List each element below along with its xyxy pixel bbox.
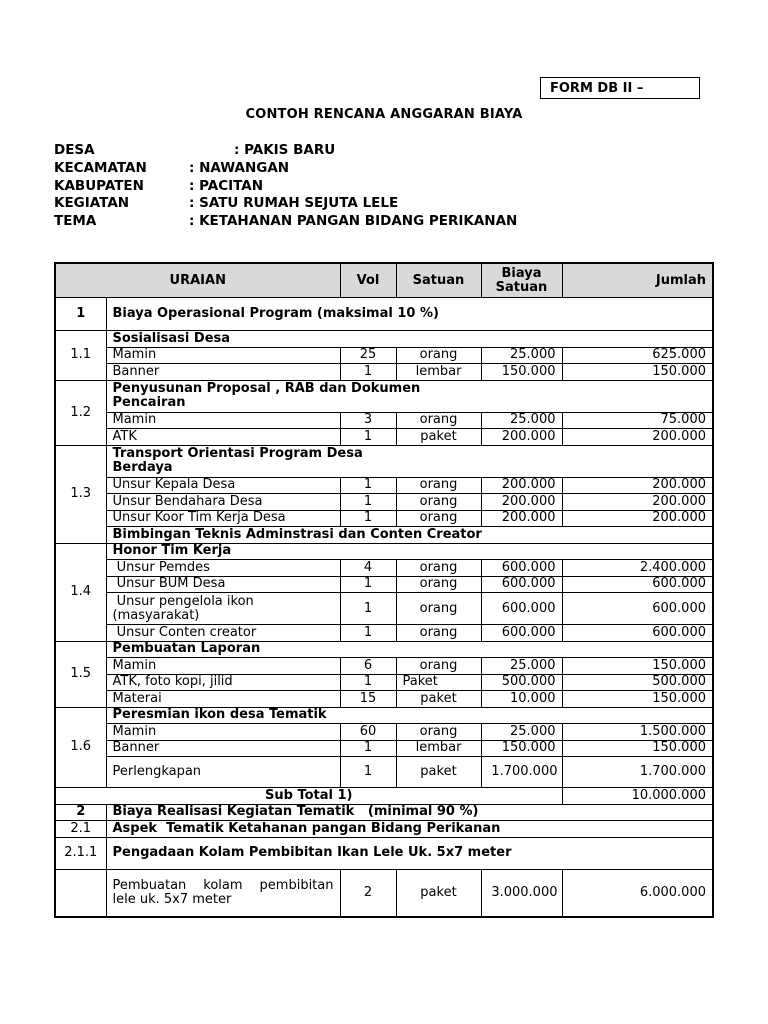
- cell-vol: 15: [340, 691, 396, 708]
- cell-vol: 1: [340, 593, 396, 625]
- subsection-row: [55, 837, 713, 869]
- cell-uraian: Mamin: [106, 412, 340, 429]
- cell-satuan: paket: [396, 869, 481, 917]
- cell-satuan: orang: [396, 412, 481, 429]
- group-title-row: [55, 445, 713, 477]
- group-title: Pembuatan Laporan: [106, 641, 713, 658]
- cell-satuan: orang: [396, 560, 481, 577]
- subsection-title: Pengadaan Kolam Pembibitan Ikan Lele Uk. 5x7 meter: [106, 837, 713, 869]
- section-number: 1: [55, 298, 106, 331]
- cell-biaya: 25.000: [481, 724, 562, 741]
- cell-jumlah: 200.000: [562, 494, 713, 511]
- cell-vol: 1: [340, 740, 396, 757]
- header-vol: Vol: [340, 263, 396, 298]
- cell-vol: 1: [340, 477, 396, 494]
- cell-vol: 1: [340, 429, 396, 446]
- cell-jumlah: 2.400.000: [562, 560, 713, 577]
- cell-vol: 4: [340, 560, 396, 577]
- cell-uraian: Mamin: [106, 658, 340, 675]
- group-number: 1.5: [55, 641, 106, 707]
- cell-vol: 1: [340, 576, 396, 593]
- cell-jumlah: 150.000: [562, 364, 713, 381]
- subsection-title: Aspek Tematik Ketahanan pangan Bidang Perikanan: [106, 821, 713, 838]
- cell-uraian: Unsur Bendahara Desa: [106, 494, 340, 511]
- table-row: [55, 740, 713, 757]
- cell-uraian: Unsur Pemdes: [106, 560, 340, 577]
- cell-jumlah: 150.000: [562, 740, 713, 757]
- table-row: [55, 364, 713, 381]
- cell-jumlah: 600.000: [562, 625, 713, 642]
- cell-biaya: 600.000: [481, 625, 562, 642]
- cell-biaya: 600.000: [481, 576, 562, 593]
- cell-vol: 1: [340, 364, 396, 381]
- table-row: [55, 347, 713, 364]
- cell-biaya: 150.000: [481, 364, 562, 381]
- cell-satuan: orang: [396, 593, 481, 625]
- cell-uraian: Perlengkapan: [106, 757, 340, 788]
- table-row: [55, 560, 713, 577]
- section-title: Biaya Realisasi Kegiatan Tematik (minimal 90 %): [106, 804, 713, 821]
- info-key: TEMA: [54, 213, 97, 230]
- group-number: 1.3: [55, 445, 106, 543]
- cell-uraian: Mamin: [106, 724, 340, 741]
- info-key: DESA: [54, 142, 95, 158]
- subsection-number: 2.1.1: [55, 837, 106, 869]
- table-row: [55, 494, 713, 511]
- cell-biaya: 25.000: [481, 347, 562, 364]
- subtotal-row: [55, 788, 713, 805]
- table-row: [55, 477, 713, 494]
- cell-vol: 2: [340, 869, 396, 917]
- cell-uraian: Unsur Conten creator: [106, 625, 340, 642]
- cell-jumlah: 150.000: [562, 658, 713, 675]
- cell-vol: 1: [340, 674, 396, 691]
- cell-uraian: Unsur Koor Tim Kerja Desa: [106, 510, 340, 527]
- cell-satuan: orang: [396, 347, 481, 364]
- table-row: [55, 757, 713, 788]
- budget-table: [54, 262, 714, 918]
- table-row: [55, 658, 713, 675]
- cell-jumlah: 1.700.000: [562, 757, 713, 788]
- group-title: Peresmian ikon desa Tematik: [106, 707, 713, 724]
- cell-satuan: orang: [396, 477, 481, 494]
- cell-biaya: 500.000: [481, 674, 562, 691]
- info-value: : PAKIS BARU: [234, 142, 336, 158]
- cell-uraian: Unsur pengelola ikon (masyarakat): [106, 593, 340, 625]
- table-row: [55, 674, 713, 691]
- cell-jumlah: 625.000: [562, 347, 713, 364]
- cell-biaya: 25.000: [481, 412, 562, 429]
- section-row: [55, 804, 713, 821]
- table-row: [55, 625, 713, 642]
- cell-satuan: orang: [396, 724, 481, 741]
- cell-vol: 6: [340, 658, 396, 675]
- cell-satuan: orang: [396, 510, 481, 527]
- group-subtitle-row: [55, 527, 713, 544]
- cell-uraian: ATK, foto kopi, jilid: [106, 674, 340, 691]
- cell-biaya: 600.000: [481, 560, 562, 577]
- cell-jumlah: 600.000: [562, 576, 713, 593]
- info-value: : SATU RUMAH SEJUTA LELE: [189, 195, 399, 212]
- cell-satuan: paket: [396, 429, 481, 446]
- cell-jumlah: 6.000.000: [562, 869, 713, 917]
- cell-biaya: 200.000: [481, 429, 562, 446]
- cell-vol: 1: [340, 625, 396, 642]
- cell-uraian: Pembuatan kolam pembibitan lele uk. 5x7 meter: [106, 869, 340, 917]
- subsection-number: 2.1: [55, 821, 106, 838]
- group-title-row: [55, 380, 713, 412]
- group-title-row: [55, 543, 713, 560]
- group-title: Transport Orientasi Program Desa Berdaya: [106, 445, 713, 477]
- cell-vol: 1: [340, 494, 396, 511]
- cell-uraian: Materai: [106, 691, 340, 708]
- table-row: [55, 429, 713, 446]
- subtotal-value: 10.000.000: [562, 788, 713, 805]
- cell-biaya: 600.000: [481, 593, 562, 625]
- cell-satuan: Paket: [396, 674, 481, 691]
- form-code-box: FORM DB II –: [540, 77, 700, 99]
- group-subtitle: Bimbingan Teknis Adminstrasi dan Conten Creator: [106, 527, 713, 544]
- cell-satuan: orang: [396, 494, 481, 511]
- cell-biaya: 3.000.000: [481, 869, 562, 917]
- cell-biaya: 200.000: [481, 477, 562, 494]
- cell-biaya: 10.000: [481, 691, 562, 708]
- cell-satuan: orang: [396, 658, 481, 675]
- cell-uraian: Banner: [106, 364, 340, 381]
- section-number: 2: [55, 804, 106, 821]
- cell-uraian: Banner: [106, 740, 340, 757]
- section-title: Biaya Operasional Program (maksimal 10 %): [106, 298, 713, 331]
- info-value: : KETAHANAN PANGAN BIDANG PERIKANAN: [189, 213, 518, 230]
- cell-satuan: orang: [396, 625, 481, 642]
- group-title: Sosialisasi Desa: [106, 331, 713, 348]
- cell-uraian: ATK: [106, 429, 340, 446]
- cell-biaya: 200.000: [481, 494, 562, 511]
- cell-empty: [55, 869, 106, 917]
- info-key: KECAMATAN: [54, 159, 147, 176]
- cell-satuan: orang: [396, 576, 481, 593]
- cell-jumlah: 200.000: [562, 477, 713, 494]
- info-key: KABUPATEN: [54, 177, 144, 194]
- cell-vol: 3: [340, 412, 396, 429]
- cell-biaya: 200.000: [481, 510, 562, 527]
- group-title-row: [55, 331, 713, 348]
- header-jumlah: Jumlah: [562, 263, 713, 298]
- cell-jumlah: 75.000: [562, 412, 713, 429]
- group-title-row: [55, 641, 713, 658]
- cell-uraian: Unsur BUM Desa: [106, 576, 340, 593]
- cell-biaya: 150.000: [481, 740, 562, 757]
- table-row: [55, 510, 713, 527]
- cell-biaya: 1.700.000: [481, 757, 562, 788]
- cell-jumlah: 500.000: [562, 674, 713, 691]
- table-row: [55, 593, 713, 625]
- cell-jumlah: 600.000: [562, 593, 713, 625]
- table-header-row: [55, 263, 713, 298]
- table-row: [55, 869, 713, 917]
- page-title: CONTOH RENCANA ANGGARAN BIAYA: [245, 107, 523, 122]
- cell-biaya: 25.000: [481, 658, 562, 675]
- cell-jumlah: 1.500.000: [562, 724, 713, 741]
- cell-jumlah: 200.000: [562, 510, 713, 527]
- cell-vol: 25: [340, 347, 396, 364]
- section-row: [55, 298, 713, 331]
- cell-jumlah: 150.000: [562, 691, 713, 708]
- header-satuan: Satuan: [396, 263, 481, 298]
- header-uraian: URAIAN: [55, 263, 340, 298]
- group-number: 1.1: [55, 331, 106, 381]
- info-value: : NAWANGAN: [189, 159, 290, 176]
- subsection-row: [55, 821, 713, 838]
- group-title: Penyusunan Proposal , RAB dan Dokumen Pencairan: [106, 380, 713, 412]
- header-biaya-satuan: Biaya Satuan: [481, 263, 562, 298]
- subtotal-label: Sub Total 1): [55, 788, 562, 805]
- table-row: [55, 412, 713, 429]
- group-number: 1.6: [55, 707, 106, 788]
- info-key: KEGIATAN: [54, 195, 130, 212]
- cell-satuan: paket: [396, 691, 481, 708]
- cell-uraian: Mamin: [106, 347, 340, 364]
- table-row: [55, 691, 713, 708]
- cell-vol: 60: [340, 724, 396, 741]
- cell-vol: 1: [340, 757, 396, 788]
- cell-satuan: lembar: [396, 740, 481, 757]
- info-value: : PACITAN: [189, 177, 264, 194]
- cell-satuan: paket: [396, 757, 481, 788]
- table-row: [55, 724, 713, 741]
- group-number: 1.2: [55, 380, 106, 445]
- table-row: [55, 576, 713, 593]
- group-number: 1.4: [55, 543, 106, 641]
- group-title: Honor Tim Kerja: [106, 543, 713, 560]
- cell-uraian: Unsur Kepala Desa: [106, 477, 340, 494]
- cell-jumlah: 200.000: [562, 429, 713, 446]
- cell-satuan: lembar: [396, 364, 481, 381]
- group-title-row: [55, 707, 713, 724]
- cell-vol: 1: [340, 510, 396, 527]
